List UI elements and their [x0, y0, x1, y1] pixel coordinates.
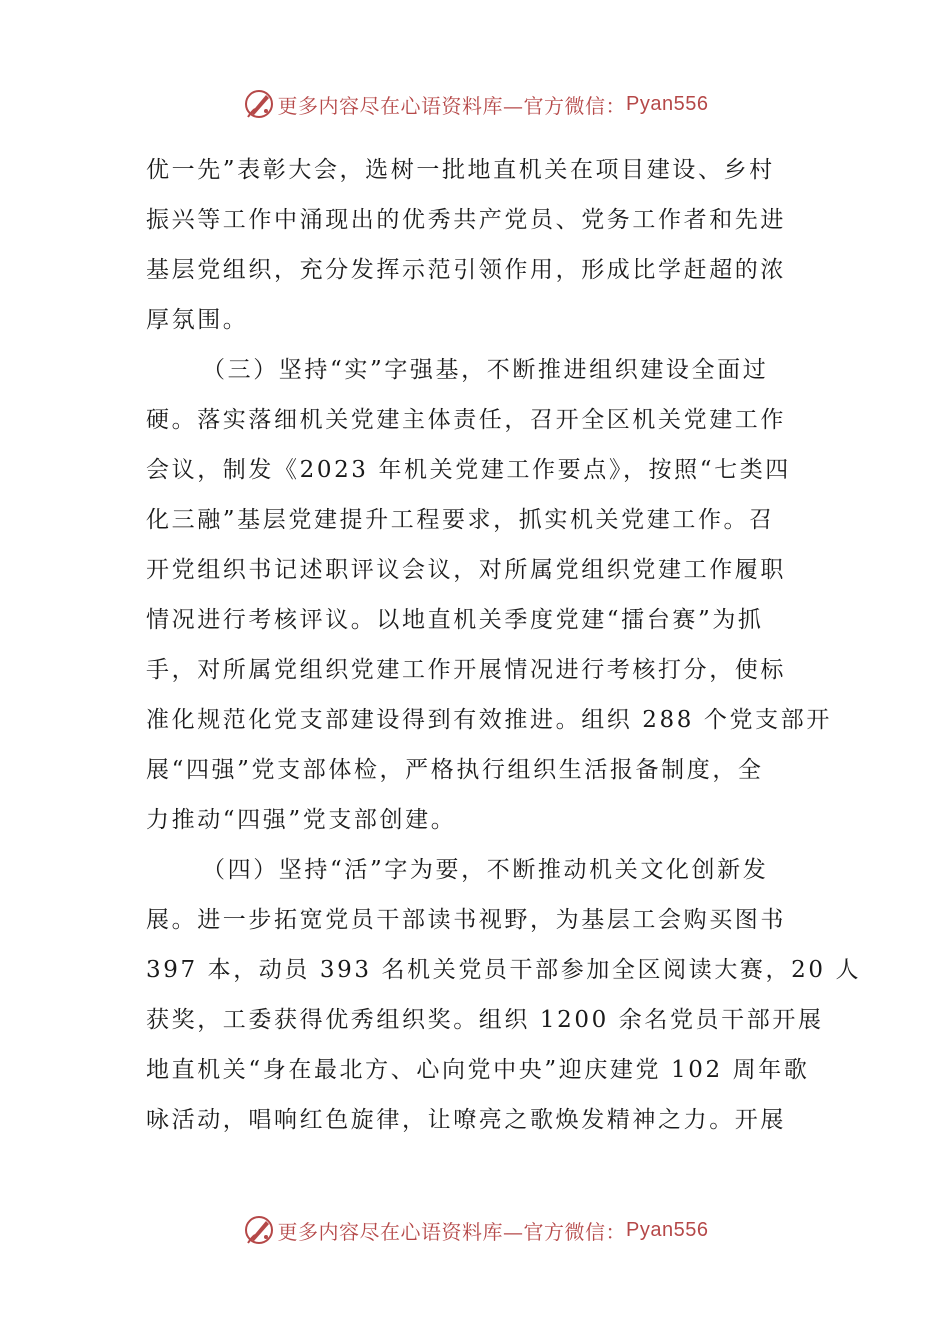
quill-logo-icon [242, 1213, 276, 1247]
header-watermark [0, 84, 950, 124]
text-line: 基层党组织，充分发挥示范引领作用，形成比学赶超的浓 [146, 257, 786, 283]
watermark-text: 更多内容尽在心语资料库—官方微信： [277, 93, 627, 118]
text-line: 获奖，工委获得优秀组织奖。组织 1200 余名党员干部开展 [146, 1007, 824, 1033]
text-line: 硬。落实落细机关党建主体责任，召开全区机关党建工作 [146, 407, 786, 433]
text-line: 化三融”基层党建提升工程要求，抓实机关党建工作。召 [146, 507, 775, 533]
text-line: 展“四强”党支部体检，严格执行组织生活报备制度，全 [146, 757, 764, 783]
text-line: 展。进一步拓宽党员干部读书视野，为基层工会购买图书 [146, 907, 786, 933]
watermark-wechat-id: Pyan556 [626, 92, 709, 115]
text-line: 情况进行考核评议。以地直机关季度党建“擂台赛”为抓 [146, 607, 764, 633]
text-line: 优一先”表彰大会，选树一批地直机关在项目建设、乡村 [146, 157, 775, 183]
body-text [146, 145, 862, 1145]
text-line: 咏活动，唱响红色旋律，让嘹亮之歌焕发精神之力。开展 [146, 1107, 786, 1133]
watermark-wechat-id: Pyan556 [626, 1218, 709, 1241]
quill-logo-icon [242, 87, 276, 121]
text-line: 准化规范化党支部建设得到有效推进。组织 288 个党支部开 [146, 707, 832, 733]
text-line: 力推动“四强”党支部创建。 [146, 807, 457, 833]
section-heading-line: （四）坚持“活”字为要，不断推动机关文化创新发 [202, 857, 769, 883]
text-line: 397 本，动员 393 名机关党员干部参加全区阅读大赛，20 人 [146, 957, 862, 983]
text-line: 振兴等工作中涌现出的优秀共产党员、党务工作者和先进 [146, 207, 786, 233]
text-line: 手，对所属党组织党建工作开展情况进行考核打分，使标 [146, 657, 786, 683]
section-heading-line: （三）坚持“实”字强基，不断推进组织建设全面过 [202, 357, 769, 383]
text-line: 会议，制发《2023 年机关党建工作要点》，按照“七类四 [146, 457, 791, 483]
watermark-text: 更多内容尽在心语资料库—官方微信： [277, 1219, 627, 1244]
footer-watermark [0, 1210, 950, 1250]
text-line: 地直机关“身在最北方、心向党中央”迎庆建党 102 周年歌 [146, 1057, 810, 1083]
text-line: 开党组织书记述职评议会议，对所属党组织党建工作履职 [146, 557, 786, 583]
text-line: 厚氛围。 [146, 307, 249, 333]
